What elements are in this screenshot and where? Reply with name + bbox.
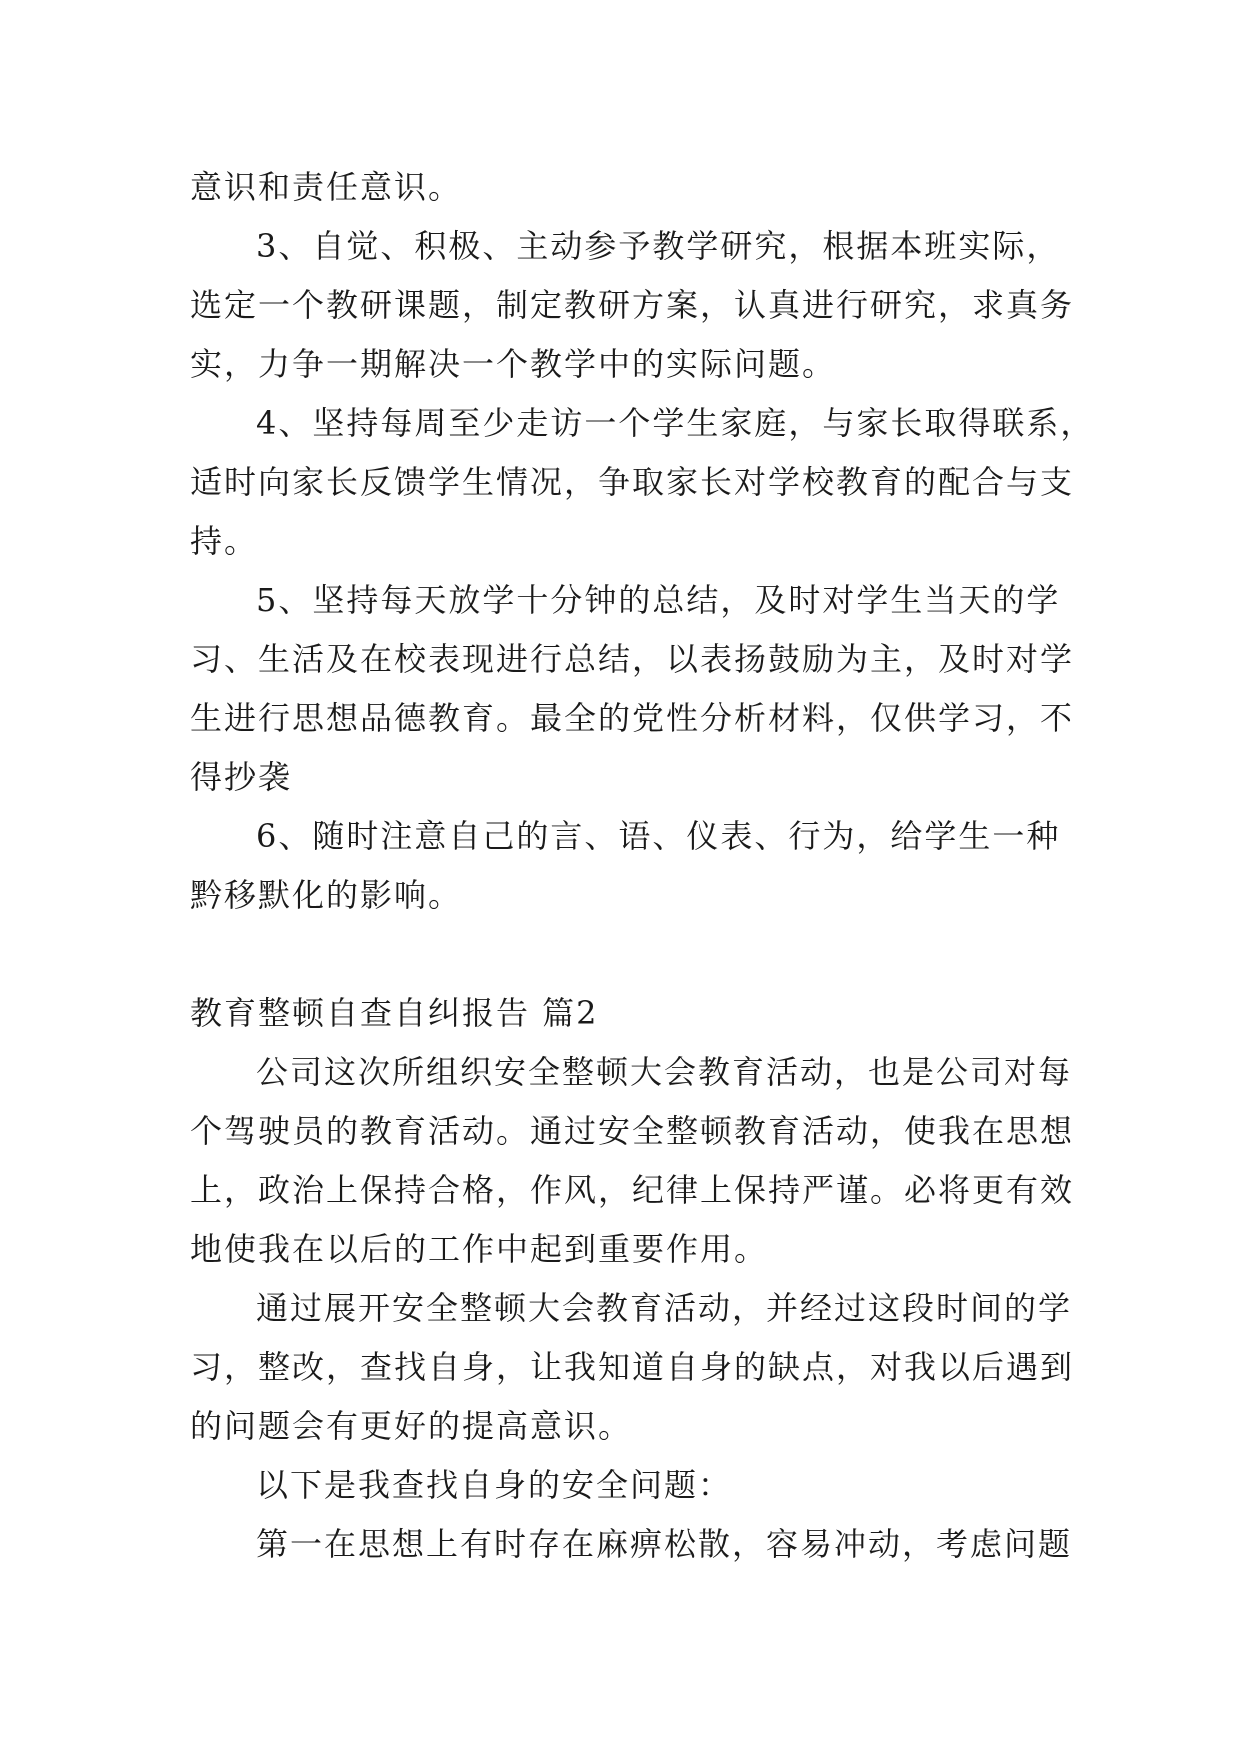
text-line: 得抄袭 <box>190 758 293 796</box>
text-line: 持。 <box>190 522 259 560</box>
text-line: 6、随时注意自己的言、语、仪表、行为，给学生一种 <box>256 817 1061 855</box>
text-line: 地使我在以后的工作中起到重要作用。 <box>190 1230 769 1268</box>
text-line: 黔移默化的影响。 <box>190 876 463 914</box>
text-line: 选定一个教研课题，制定教研方案，认真进行研究，求真务 <box>190 286 1075 324</box>
text-line: 的问题会有更好的提高意识。 <box>190 1407 633 1445</box>
text-line: 以下是我查找自身的安全问题： <box>256 1466 733 1504</box>
text-line: 5、坚持每天放学十分钟的总结，及时对学生当天的学 <box>256 581 1061 619</box>
text-line: 3、自觉、积极、主动参予教学研究，根据本班实际， <box>256 227 1061 265</box>
text-line: 个驾驶员的教育活动。通过安全整顿教育活动，使我在思想 <box>190 1112 1075 1150</box>
text-line: 习、生活及在校表现进行总结，以表扬鼓励为主，及时对学 <box>190 640 1075 678</box>
text-line: 通过展开安全整顿大会教育活动，并经过这段时间的学 <box>256 1289 1073 1327</box>
text-line: 生进行思想品德教育。最全的党性分析材料，仅供学习，不 <box>190 699 1075 737</box>
section-heading: 教育整顿自查自纠报告 篇2 <box>190 994 599 1032</box>
document-body <box>190 158 1095 1574</box>
text-line: 适时向家长反馈学生情况，争取家长对学校教育的配合与支 <box>190 463 1075 501</box>
text-line: 4、坚持每周至少走访一个学生家庭，与家长取得联系， <box>256 404 1095 442</box>
text-line: 习，整改，查找自身，让我知道自身的缺点，对我以后遇到 <box>190 1348 1075 1386</box>
text-line: 上，政治上保持合格，作风，纪律上保持严谨。必将更有效 <box>190 1171 1075 1209</box>
text-line: 公司这次所组织安全整顿大会教育活动，也是公司对每 <box>256 1053 1073 1091</box>
text-line: 实，力争一期解决一个教学中的实际问题。 <box>190 345 837 383</box>
text-line: 意识和责任意识。 <box>190 168 463 206</box>
text-line: 第一在思想上有时存在麻痹松散，容易冲动，考虑问题 <box>256 1525 1073 1563</box>
